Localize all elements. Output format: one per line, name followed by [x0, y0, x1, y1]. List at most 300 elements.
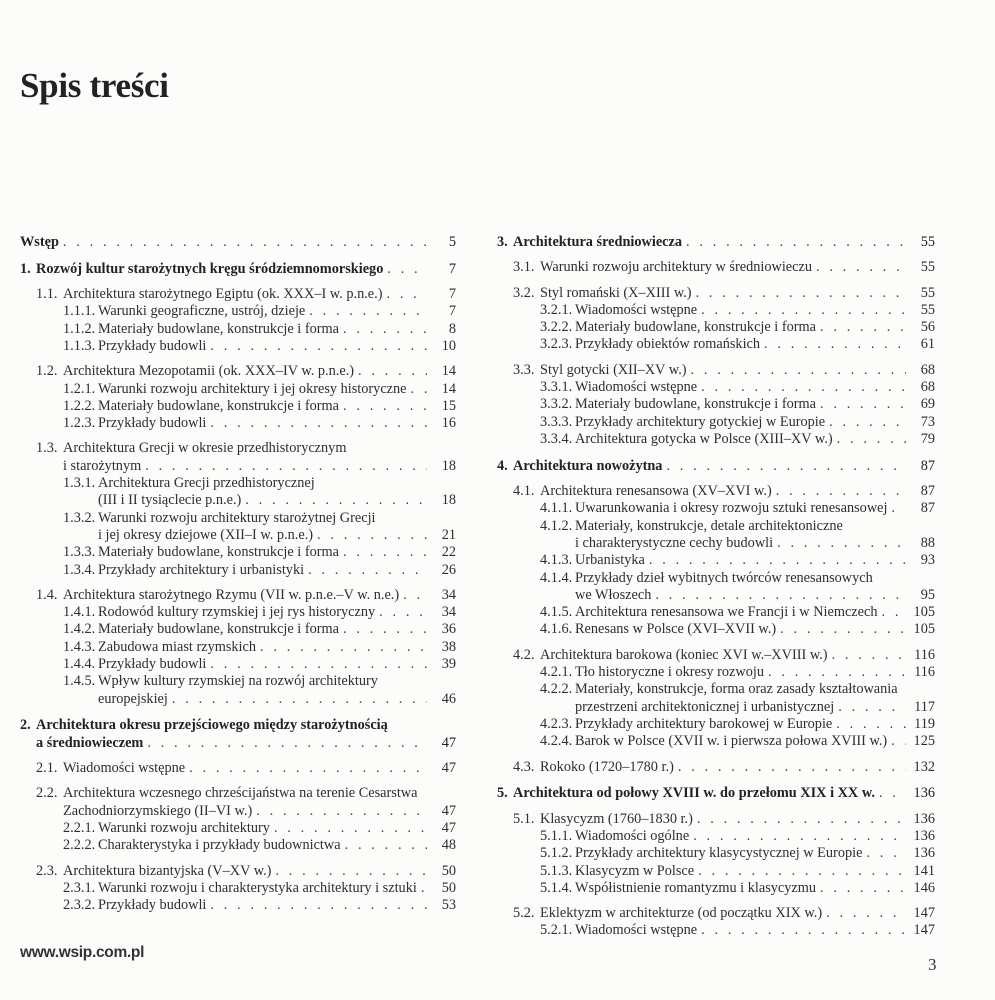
toc-entry [497, 234, 935, 251]
toc-entry [20, 760, 456, 777]
dot-leader [887, 500, 906, 517]
toc-entry-line [20, 820, 456, 837]
toc-entry-line [20, 897, 456, 914]
dot-leader [241, 492, 427, 509]
toc-entry-line [20, 863, 456, 880]
toc-entry [497, 922, 935, 939]
toc-entry-line [497, 500, 935, 517]
dot-leader [862, 845, 906, 862]
dot-leader [773, 535, 906, 552]
dot-leader [816, 880, 906, 897]
toc-entry-number: 4.1.6. [540, 621, 573, 638]
toc-entry-number: 4.2.2. [540, 681, 573, 698]
toc-entry-number: 1.2. [36, 363, 58, 380]
dot-leader [816, 396, 906, 413]
toc-entry-title: we Włoszech [575, 586, 652, 603]
toc-entry-title: Przykłady architektury barokowej w Europie [575, 715, 833, 732]
dot-leader [206, 656, 427, 673]
toc-entry-number: 3.2.1. [540, 301, 573, 318]
dot-leader [697, 302, 906, 319]
toc-entry-title: i charakterystyczne cechy budowli [575, 534, 774, 551]
toc-entry [497, 552, 935, 569]
toc-entry-title: Barok w Polsce (XVII w. i pierwsza połowa XVIII w.) [575, 733, 888, 750]
toc-entry-title: (III i II tysiąclecie p.n.e.) [98, 492, 242, 509]
toc-entry-number: 1.4.3. [63, 638, 96, 655]
toc-entry-title: a średniowieczem [36, 734, 144, 751]
toc-entry-line [497, 845, 935, 862]
dot-leader [206, 415, 427, 432]
toc-entry-number: 1.1.1. [63, 303, 96, 320]
toc-entry [497, 621, 935, 638]
dot-leader [141, 458, 427, 475]
page-number: 3 [928, 955, 937, 974]
toc-entry [497, 905, 935, 922]
toc-entry [20, 639, 456, 656]
toc-entry-page: 136 [913, 785, 935, 802]
toc-entry-line [20, 717, 456, 734]
toc-entry-title: Warunki geograficzne, ustrój, dzieje [98, 303, 306, 320]
toc-entry-number: 4.1.5. [540, 604, 573, 621]
toc-entry [20, 286, 456, 303]
toc-entry-number: 5.1.3. [540, 862, 573, 879]
toc-entry-number: 1.2.2. [63, 397, 96, 414]
dot-leader [694, 863, 906, 880]
toc-entry-page: 136 [913, 827, 935, 844]
dot-leader [833, 431, 906, 448]
toc-entry-page: 50 [441, 862, 456, 879]
toc-entry-page: 93 [920, 552, 935, 569]
toc-entry-title: Materiały budowlane, konstrukcje i forma [98, 544, 339, 561]
toc-entry-title: Materiały budowlane, konstrukcje i forma [98, 397, 339, 414]
toc-entry-line [497, 396, 935, 413]
toc-entry-page: 16 [441, 415, 456, 432]
dot-leader [206, 338, 427, 355]
toc-entry-number: 4.1.1. [540, 500, 573, 517]
toc-entry-title: Architektura Grecji w okresie przedhistorycznym [63, 440, 347, 457]
toc-entry-title: Przykłady budowli [98, 415, 207, 432]
toc-entry-line [20, 303, 456, 320]
toc-entry [20, 415, 456, 432]
toc-entry-page: 21 [441, 526, 456, 543]
toc-entry-page: 14 [441, 363, 456, 380]
toc-entry-line [20, 338, 456, 355]
toc-entry-number: 3.3. [513, 361, 535, 378]
toc-entry [20, 440, 456, 475]
toc-entry-number: 5.2. [513, 905, 535, 922]
toc-entry-title: Uwarunkowania i okresy rozwoju sztuki renesansowej [575, 500, 888, 517]
toc-entry-line [20, 639, 456, 656]
toc-entry-title: i jej okresy dziejowe (XII–I w. p.n.e.) [98, 526, 314, 543]
toc-entry [20, 837, 456, 854]
toc-entry-number: 3.1. [513, 259, 535, 276]
toc-entry-title: Klasycyzm (1760–1830 r.) [540, 810, 693, 827]
toc-entry [20, 363, 456, 380]
dot-leader [662, 458, 906, 475]
toc-entry-number: 2.3. [36, 862, 58, 879]
toc-entry-page: 136 [913, 810, 935, 827]
toc-entry [497, 785, 935, 802]
publisher-url: www.wsip.com.pl [20, 944, 145, 961]
toc-entry-page: 5 [448, 234, 456, 250]
dot-leader [59, 234, 427, 251]
toc-entry-title: Architektura Mezopotamii (ok. XXX–IV w. p.n.e.) [63, 363, 355, 380]
dot-leader [339, 621, 427, 638]
dot-leader [687, 362, 906, 379]
toc-entry-line [497, 621, 935, 638]
toc-entry [20, 604, 456, 621]
dot-leader [645, 552, 906, 569]
toc-entry-line [497, 716, 935, 733]
toc-entry-number: 2.2.2. [63, 837, 96, 854]
toc-entry-title: Warunki rozwoju architektury w średniowieczu [540, 259, 812, 276]
toc-entry-number: 1.1.3. [63, 337, 96, 354]
toc-entry-line [20, 673, 456, 690]
toc-entry-page: 119 [914, 715, 935, 732]
toc-entry-number: 1.3.4. [63, 561, 96, 578]
toc-entry-line [20, 587, 456, 604]
dot-leader [834, 699, 906, 716]
toc-entry-title: Rodowód kultury rzymskiej i jej rys historyczny [98, 604, 376, 621]
toc-entry [497, 259, 935, 276]
toc-entry [497, 681, 935, 716]
toc-entry-title: Architektura Grecji przedhistorycznej [98, 475, 315, 492]
toc-entry-number: 1.2.1. [63, 380, 96, 397]
dot-leader [339, 398, 427, 415]
toc-entry-page: 55 [920, 259, 935, 276]
toc-entry [20, 381, 456, 398]
toc-entry-title: Rokoko (1720–1780 r.) [540, 758, 674, 775]
toc-entry [497, 716, 935, 733]
toc-entry [20, 587, 456, 604]
toc-entry [497, 362, 935, 379]
dot-leader [271, 863, 427, 880]
toc-entry-line [20, 415, 456, 432]
dot-leader [206, 897, 427, 914]
dot-leader [305, 303, 427, 320]
toc-entry-line [20, 492, 456, 509]
toc-entry-number: 4.3. [513, 758, 535, 775]
toc-entry-page: 116 [914, 664, 935, 681]
toc-entry-title: Warunki rozwoju architektury i jej okresy historyczne [98, 380, 407, 397]
toc-entry-page: 7 [448, 286, 456, 303]
toc-entry-number: 4.2. [513, 646, 535, 663]
toc-entry-title: Przykłady architektury gotyckiej w Europie [575, 413, 826, 430]
toc-entry-line [497, 733, 935, 750]
dot-leader [697, 922, 906, 939]
dot-leader [772, 483, 906, 500]
toc-entry-line [497, 414, 935, 431]
dot-leader [341, 837, 427, 854]
toc-entry [20, 475, 456, 510]
toc-entry-line [20, 803, 456, 820]
dot-leader [339, 321, 427, 338]
toc-entry-line [497, 699, 935, 716]
toc-entry-page: 147 [913, 905, 935, 922]
toc-entry [497, 880, 935, 897]
toc-entry-title: Urbanistyka [575, 552, 645, 569]
toc-entry-line [20, 735, 456, 752]
toc-entry-title: przestrzeni architektonicznej i urbanistycznej [575, 698, 835, 715]
toc-entry-number: 1.1.2. [63, 320, 96, 337]
toc-entry-line [497, 664, 935, 681]
toc-entry-page: 48 [441, 837, 456, 854]
dot-leader [760, 336, 906, 353]
toc-entry [497, 828, 935, 845]
toc-entry-number: 5.1.2. [540, 845, 573, 862]
dot-leader [256, 639, 427, 656]
toc-entry-page: 125 [913, 733, 935, 750]
toc-entry [20, 820, 456, 837]
toc-entry-title: Architektura barokowa (koniec XVI w.–XVIII w.) [540, 646, 828, 663]
toc-entry-number: 4.2.3. [540, 715, 573, 732]
toc-entry-line [20, 691, 456, 708]
toc-entry-title: Wiadomości wstępne [575, 379, 698, 396]
toc-entry [20, 656, 456, 673]
toc-entry-line [20, 880, 456, 897]
toc-entry [497, 811, 935, 828]
toc-entry-title: Przykłady obiektów romańskich [575, 336, 761, 353]
toc-entry [20, 398, 456, 415]
toc-entry-page: 55 [920, 234, 935, 250]
toc-entry-number: 1.4.2. [63, 621, 96, 638]
toc-entry-number: 3.2.3. [540, 336, 573, 353]
toc-right-column [497, 234, 935, 940]
toc-entry-title: Materiały budowlane, konstrukcje i forma [98, 621, 339, 638]
toc-entry [497, 285, 935, 302]
dot-leader [399, 587, 427, 604]
toc-entry-page: 7 [448, 260, 456, 277]
toc-entry-line [20, 656, 456, 673]
toc-entry-line [497, 570, 935, 587]
toc-entry-line [497, 828, 935, 845]
toc-entry [20, 562, 456, 579]
dot-leader [692, 285, 906, 302]
toc-entry-page: 34 [441, 586, 456, 603]
toc-entry-number: 1.2.3. [63, 415, 96, 432]
toc-entry [497, 733, 935, 750]
dot-leader [375, 604, 427, 621]
dot-leader [689, 828, 906, 845]
toc-entry-line [20, 510, 456, 527]
toc-entry-page: 73 [920, 413, 935, 430]
toc-entry-number: 3.3.1. [540, 379, 573, 396]
toc-entry [20, 621, 456, 638]
toc-entry-line [20, 440, 456, 457]
toc-entry-page: 141 [913, 862, 935, 879]
toc-entry-page: 47 [441, 760, 456, 777]
toc-entry-title: Warunki rozwoju architektury [98, 819, 270, 836]
toc-entry-title: Styl romański (X–XIII w.) [540, 284, 692, 301]
toc-entry-line [497, 234, 935, 251]
toc-entry-title: Przykłady budowli [98, 656, 207, 673]
toc-entry [497, 396, 935, 413]
toc-entry-number: 3.3.3. [540, 413, 573, 430]
dot-leader [825, 414, 906, 431]
dot-leader [417, 880, 427, 897]
toc-entry-title: Przykłady budowli [98, 337, 207, 354]
toc-entry-number: 2.3.1. [63, 879, 96, 896]
toc-entry [20, 863, 456, 880]
toc-entry [497, 319, 935, 336]
toc-entry-number: 5.1.1. [540, 827, 573, 844]
toc-entry-page: 47 [441, 734, 456, 751]
toc-entry-page: 53 [441, 897, 456, 914]
toc-entry-page: 14 [441, 380, 456, 397]
toc-entry [497, 500, 935, 517]
toc-entry-title: Wiadomości wstępne [575, 301, 698, 318]
toc-entry-line [497, 535, 935, 552]
toc-entry-page: 116 [914, 646, 935, 663]
toc-entry-line [497, 285, 935, 302]
toc-entry-page: 7 [448, 303, 456, 320]
toc-entry-title: Eklektyzm w architekturze (od początku XIX w.) [540, 905, 823, 922]
toc-entry-page: 47 [441, 819, 456, 836]
toc-entry [20, 234, 456, 251]
toc-entry-number: 1.1. [36, 286, 58, 303]
toc-entry-title: Architektura renesansowa (XV–XVI w.) [540, 483, 772, 500]
toc-entry-page: 132 [913, 758, 935, 775]
toc-entry-page: 87 [920, 500, 935, 517]
toc-entry-number: 2.2. [36, 785, 58, 802]
toc-entry-title: Tło historyczne i okresy rozwoju [575, 664, 764, 681]
toc-entry-line [20, 475, 456, 492]
toc-entry [20, 510, 456, 545]
dot-leader [354, 363, 427, 380]
toc-entry-line [20, 760, 456, 777]
dot-leader [693, 811, 906, 828]
toc-entry-page: 47 [441, 802, 456, 819]
toc-entry-number: 4.1.4. [540, 569, 573, 586]
toc-entry-number: 2.1. [36, 760, 58, 777]
toc-entry-title: Architektura okresu przejściowego między starożytnością [36, 717, 388, 734]
toc-entry [497, 379, 935, 396]
toc-entry-number: 1.4. [36, 586, 58, 603]
toc-entry-number: 2.2.1. [63, 819, 96, 836]
toc-entry-page: 50 [441, 879, 456, 896]
toc-entry-number: 1.3.2. [63, 509, 96, 526]
toc-entry-title: Rozwój kultur starożytnych kręgu śródziemnomorskiego [36, 260, 384, 277]
toc-entry-number: 1.3.3. [63, 544, 96, 561]
toc-entry-number: 3.2.2. [540, 319, 573, 336]
toc-entry-line [497, 302, 935, 319]
toc-entry-page: 68 [920, 361, 935, 378]
dot-leader [674, 759, 906, 776]
toc-entry-line [497, 647, 935, 664]
toc-entry-number: 1. [20, 260, 31, 277]
toc-entry-page: 10 [441, 337, 456, 354]
dot-leader [697, 379, 906, 396]
toc-entry-page: 105 [913, 604, 935, 621]
toc-entry-title: i starożytnym [63, 457, 142, 474]
toc-entry-title: Materiały budowlane, konstrukcje i forma [575, 319, 816, 336]
toc-entry-line [497, 336, 935, 353]
toc-entry-number: 4.1. [513, 483, 535, 500]
toc-entry [20, 321, 456, 338]
toc-entry-title: Architektura nowożytna [513, 457, 663, 474]
dot-leader [875, 785, 906, 802]
dot-leader [382, 286, 427, 303]
dot-leader [812, 259, 906, 276]
toc-entry [497, 664, 935, 681]
toc-entry [497, 483, 935, 500]
dot-leader [270, 820, 427, 837]
toc-entry-line [497, 811, 935, 828]
dot-leader [339, 544, 427, 561]
toc-entry-line [497, 552, 935, 569]
toc-entry [497, 863, 935, 880]
toc-entry-page: 22 [441, 544, 456, 561]
toc-entry-line [497, 922, 935, 939]
toc-entry [20, 673, 456, 708]
toc-entry [20, 261, 456, 278]
toc-entry-line [497, 458, 935, 475]
toc-entry-title: Materiały, konstrukcje, forma oraz zasady kształtowania [575, 681, 898, 698]
toc-entry-line [20, 837, 456, 854]
toc-entry-title: Klasycyzm w Polsce [575, 862, 695, 879]
toc-entry-page: 18 [441, 457, 456, 474]
toc-entry-title: Architektura starożytnego Egiptu (ok. XXX–I w. p.n.e.) [63, 286, 383, 303]
toc-entry [497, 414, 935, 431]
toc-entry-number: 2.3.2. [63, 897, 96, 914]
toc-entry-title: Przykłady budowli [98, 897, 207, 914]
toc-entry-number: 4.1.2. [540, 517, 573, 534]
toc-entry-title: Architektura od połowy XVIII w. do przełomu XIX i XX w. [513, 785, 875, 802]
toc-entry-page: 46 [441, 690, 456, 707]
toc-entry-title: Warunki rozwoju i charakterystyka architektury i sztuki [98, 879, 417, 896]
toc-entry-line [497, 431, 935, 448]
toc-entry-page: 55 [920, 284, 935, 301]
toc-entry-line [20, 544, 456, 561]
dot-leader [143, 735, 427, 752]
dot-leader [383, 261, 427, 278]
toc-entry-number: 3.3.4. [540, 430, 573, 447]
toc-entry-title: Architektura renesansowa we Francji i w Niemczech [575, 604, 878, 621]
toc-entry-number: 3.2. [513, 284, 535, 301]
toc-entry-number: 4.1.3. [540, 552, 573, 569]
toc-entry-line [497, 863, 935, 880]
toc-entry-title: Przykłady architektury klasycystycznej w Europie [575, 845, 863, 862]
toc-left-column [20, 234, 456, 914]
toc-entry-number: 1.3. [36, 440, 58, 457]
toc-entry-title: Architektura bizantyjska (V–XV w.) [63, 862, 272, 879]
toc-entry [497, 336, 935, 353]
toc-entry-line [497, 681, 935, 698]
toc-entry-title: Zabudowa miast rzymskich [98, 638, 257, 655]
toc-entry-line [497, 905, 935, 922]
toc-entry-number: 1.3.1. [63, 475, 96, 492]
toc-entry-title: Warunki rozwoju architektury starożytnej Grecji [98, 509, 376, 526]
toc-entry-line [20, 363, 456, 380]
dot-leader [887, 733, 906, 750]
toc-entry [20, 303, 456, 320]
toc-entry-line [20, 621, 456, 638]
toc-entry-line [497, 587, 935, 604]
toc-entry-number: 5. [497, 785, 508, 802]
toc-entry-page: 105 [913, 621, 935, 638]
toc-entry-title: Wstęp [20, 234, 59, 250]
toc-entry-number: 1.4.5. [63, 673, 96, 690]
dot-leader [168, 691, 427, 708]
toc-entry-page: 79 [920, 430, 935, 447]
toc-entry-title: Wiadomości wstępne [575, 922, 698, 939]
toc-entry-number: 1.4.4. [63, 656, 96, 673]
toc-entry [497, 570, 935, 605]
dot-leader [764, 664, 906, 681]
toc-entry-line [20, 261, 456, 278]
page-title: Spis treści [20, 66, 169, 105]
dot-leader [185, 760, 427, 777]
toc-entry-page: 87 [920, 483, 935, 500]
